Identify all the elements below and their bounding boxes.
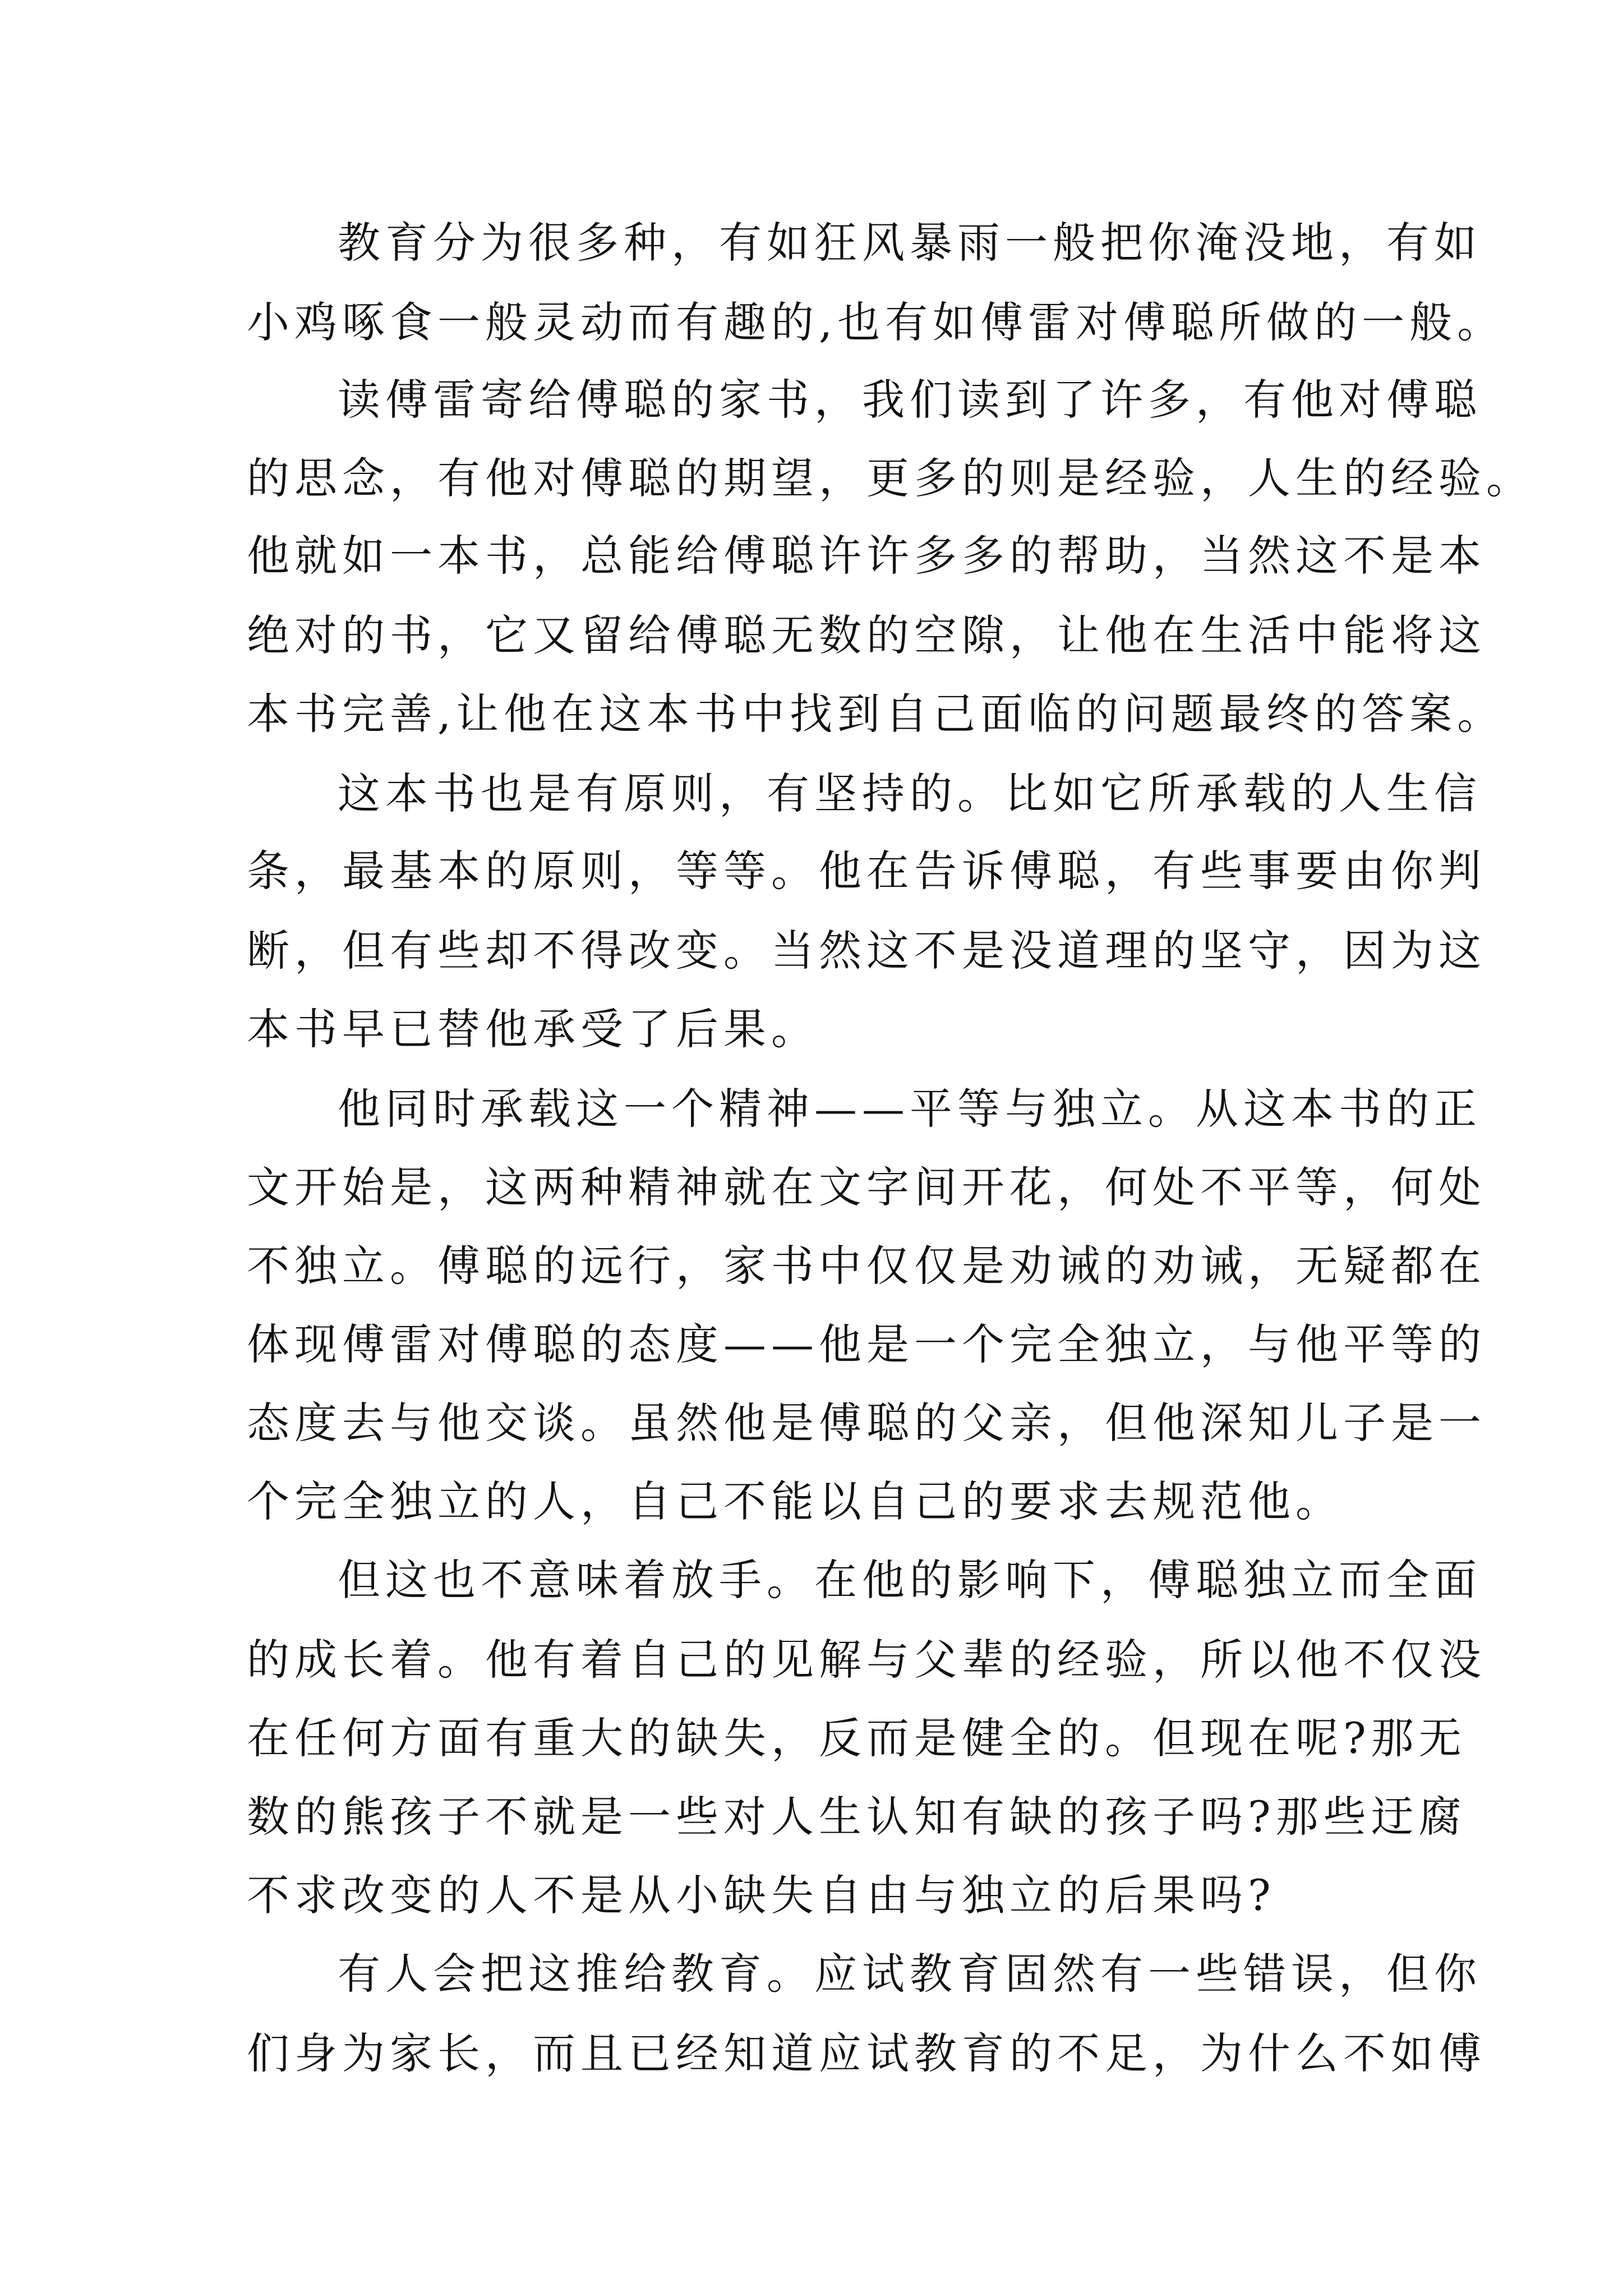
paragraph-2-line-4: 绝对的书，它又留给傅聪无数的空隙，让他在生活中能将这 [247, 610, 1486, 660]
paragraph-5-line-1: 但这也不意味着放手。在他的影响下，傅聪独立而全面 [338, 1555, 1482, 1605]
paragraph-6-line-1: 有人会把这推给教育。应试教育固然有一些错误，但你 [338, 1949, 1482, 1999]
paragraph-3-line-4: 本书早已替他承受了后果。 [247, 1004, 819, 1054]
paragraph-5-line-4: 数的熊孩子不就是一些对人生认知有缺的孩子吗?那些迂腐 [247, 1792, 1467, 1842]
paragraph-4-line-2: 文开始是，这两种精神就在文字间开花，何处不平等，何处 [247, 1162, 1486, 1212]
paragraph-4-line-3: 不独立。傅聪的远行，家书中仅仅是劝诫的劝诫，无疑都在 [247, 1241, 1486, 1291]
paragraph-2-line-3: 他就如一本书，总能给傅聪许许多多的帮助，当然这不是本 [247, 531, 1486, 581]
paragraph-5-line-2: 的成长着。他有着自己的见解与父辈的经验，所以他不仅没 [247, 1635, 1486, 1685]
paragraph-2-line-2: 的思念，有他对傅聪的期望，更多的则是经验，人生的经验。 [247, 453, 1534, 503]
paragraph-1-line-1: 教育分为很多种，有如狂风暴雨一般把你淹没地，有如 [338, 218, 1482, 268]
paragraph-5-line-5: 不求改变的人不是从小缺失自由与独立的后果吗? [247, 1870, 1276, 1920]
paragraph-1-line-2: 小鸡啄食一般灵动而有趣的,也有如傅雷对傅聪所做的一般。 [247, 297, 1505, 347]
paragraph-2-line-5: 本书完善,让他在这本书中找到自己面临的问题最终的答案。 [247, 689, 1505, 739]
paragraph-3-line-3: 断，但有些却不得改变。当然这不是没道理的坚守，因为这 [247, 926, 1486, 976]
paragraph-2-line-1: 读傅雷寄给傅聪的家书，我们读到了许多，有他对傅聪 [338, 375, 1482, 425]
paragraph-4-line-5: 态度去与他交谈。虽然他是傅聪的父亲，但他深知儿子是一 [247, 1398, 1486, 1448]
paragraph-3-line-1: 这本书也是有原则，有坚持的。比如它所承载的人生信 [338, 769, 1482, 818]
paragraph-3-line-2: 条，最基本的原则，等等。他在告诉傅聪，有些事要由你判 [247, 846, 1486, 896]
paragraph-5-line-3: 在任何方面有重大的缺失，反而是健全的。但现在呢?那无 [247, 1713, 1467, 1763]
paragraph-4-line-1: 他同时承载这一个精神——平等与独立。从这本书的正 [338, 1084, 1482, 1134]
paragraph-4-line-4: 体现傅雷对傅聪的态度——他是一个完全独立，与他平等的 [247, 1319, 1486, 1369]
paragraph-4-line-6: 个完全独立的人，自己不能以自己的要求去规范他。 [247, 1476, 1343, 1526]
paragraph-6-line-2: 们身为家长，而且已经知道应试教育的不足，为什么不如傅 [247, 2028, 1486, 2078]
